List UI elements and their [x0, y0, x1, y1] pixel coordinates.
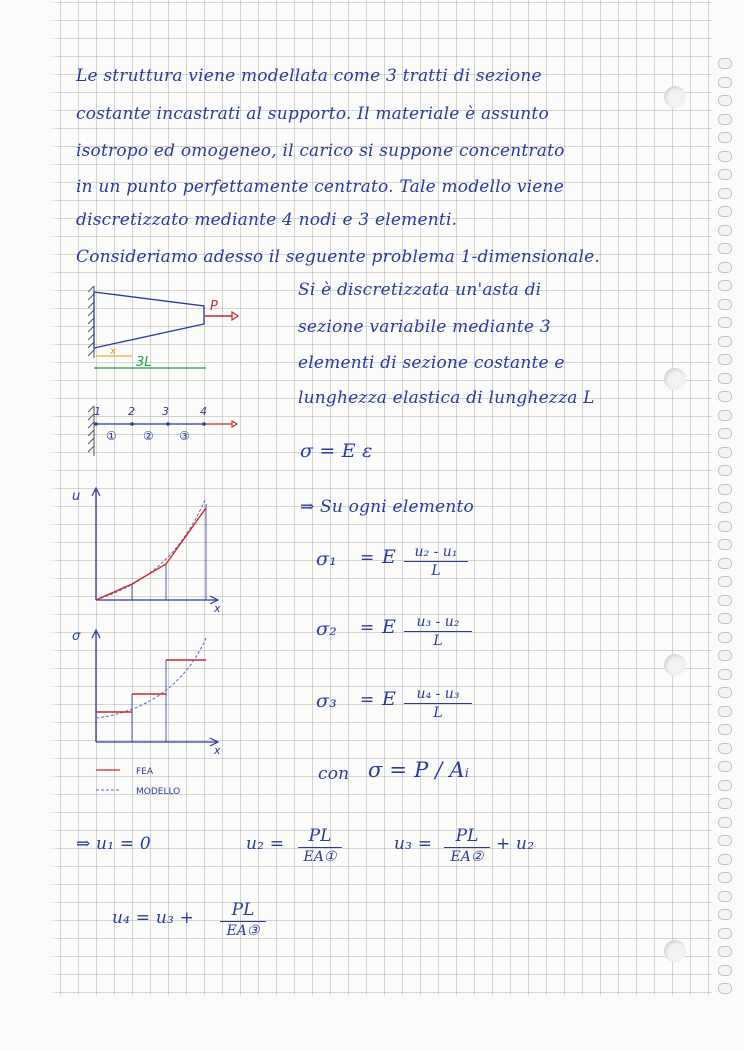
binder-ring — [718, 169, 732, 180]
binder-ring — [718, 132, 732, 143]
binder-ring — [718, 632, 732, 643]
u4-fraction — [220, 900, 266, 939]
tapered-bar — [94, 292, 204, 348]
note-line-4: in un punto perfettamente centrato. Tale modello viene — [76, 177, 564, 197]
binder-ring — [718, 539, 732, 550]
binder-ring — [718, 965, 732, 976]
sigma3-lhs: σ₃ — [316, 690, 337, 712]
bottom-margin — [0, 995, 744, 1051]
binder-ring — [718, 484, 732, 495]
binder-ring — [718, 391, 732, 402]
binder-ring — [718, 262, 732, 273]
binder-ring — [718, 225, 732, 236]
binder-ring — [718, 151, 732, 162]
u-fea-curve — [96, 508, 206, 600]
binder-ring — [718, 650, 732, 661]
formula-intro: ⇒ Su ogni elemento — [300, 497, 474, 517]
sigma1-lhs: σ₁ — [316, 548, 337, 570]
binder-ring — [718, 502, 732, 513]
binder-ring — [718, 243, 732, 254]
punch-hole — [664, 654, 686, 676]
u3-lhs: u₃ = — [394, 834, 433, 854]
tapered-bar-sketch — [86, 282, 256, 378]
element-label-3: ③ — [179, 429, 190, 443]
load-label: P — [210, 299, 218, 314]
element-label-2: ② — [143, 429, 154, 443]
binder-ring — [718, 95, 732, 106]
u2-lhs: u₂ = — [246, 834, 285, 854]
binder-ring — [718, 428, 732, 439]
sigma-x-axis-label: x — [214, 744, 221, 757]
u4-numerator: PL — [220, 900, 266, 922]
note-line-9: elementi di sezione costante e — [298, 353, 565, 373]
binder-ring — [718, 58, 732, 69]
note-line-1: Le struttura viene modellata come 3 tratti di sezione — [76, 66, 542, 86]
binder-ring — [718, 743, 732, 754]
node-label-1: 1 — [94, 405, 101, 418]
binder-ring — [718, 336, 732, 347]
binder-ring — [718, 77, 732, 88]
note-line-6: Consideriamo adesso il seguente problema 1-dimensionale. — [76, 247, 600, 267]
binder-ring — [718, 299, 732, 310]
legend-fea-label: FEA — [136, 767, 154, 777]
binder-ring — [718, 946, 732, 957]
legend-model-label: MODELLO — [136, 787, 181, 797]
binder-ring — [718, 706, 732, 717]
binder-ring — [718, 188, 732, 199]
left-margin — [0, 0, 60, 1051]
binder-ring — [718, 558, 732, 569]
binder-ring — [718, 835, 732, 846]
u3-denominator: EA② — [450, 849, 484, 865]
sigma1-numerator: u₂ - u₁ — [404, 544, 468, 562]
binder-ring — [718, 465, 732, 476]
sigma2-denominator: L — [433, 633, 443, 649]
sigma3-eq: = — [360, 690, 375, 710]
element-label-1: ① — [106, 429, 117, 443]
u2-denominator: EA① — [303, 849, 337, 865]
binder-ring — [718, 761, 732, 772]
stress-plot — [66, 624, 236, 760]
binder-ring — [718, 410, 732, 421]
length-label: 3L — [136, 355, 152, 370]
u4-denominator: EA③ — [226, 923, 260, 939]
note-line-10: lunghezza elastica di lunghezza L — [298, 388, 595, 408]
punch-hole — [664, 940, 686, 962]
punch-hole — [664, 86, 686, 108]
discretized-bar-sketch — [86, 400, 246, 460]
binder-ring — [718, 798, 732, 809]
sigma2-lhs: σ₂ — [316, 618, 337, 640]
sigma3-denominator: L — [433, 705, 443, 721]
u3-fraction — [444, 826, 490, 865]
binder-ring — [718, 206, 732, 217]
binder-ring — [718, 373, 732, 384]
note-line-8: sezione variabile mediante 3 — [298, 317, 551, 337]
sigma2-eq: = — [360, 618, 375, 638]
binder-ring — [718, 928, 732, 939]
sigma3-E: E — [382, 688, 397, 710]
sigma-definition: σ = P / Aᵢ — [368, 758, 470, 782]
binder-ring — [718, 521, 732, 532]
binder-ring — [718, 909, 732, 920]
binder-ring — [718, 280, 732, 291]
note-line-7: Si è discretizzata un'asta di — [298, 280, 542, 300]
binder-ring — [718, 613, 732, 624]
hooke-law: σ = E ε — [300, 440, 373, 462]
sigma2-E: E — [382, 616, 397, 638]
sigma3-fraction — [404, 686, 472, 721]
binder-ring — [718, 872, 732, 883]
u2-numerator: PL — [298, 826, 342, 848]
binder-ring — [718, 724, 732, 735]
sigma2-numerator: u₃ - u₂ — [404, 614, 472, 632]
node-label-3: 3 — [162, 405, 169, 418]
node-label-2: 2 — [128, 405, 135, 418]
sigma3-numerator: u₄ - u₃ — [404, 686, 472, 704]
u-axis-label: u — [72, 489, 81, 504]
sigma1-E: E — [382, 546, 397, 568]
binder-ring — [718, 687, 732, 698]
plot-legend — [94, 762, 214, 802]
load-arrowhead — [232, 312, 238, 320]
binder-ring — [718, 595, 732, 606]
fixed-support-hatch — [88, 286, 94, 358]
u1-result: ⇒ u₁ = 0 — [76, 834, 151, 854]
punch-hole — [664, 368, 686, 390]
binder-ring — [718, 780, 732, 791]
load-arrowhead-2 — [232, 421, 237, 427]
binder-ring — [718, 854, 732, 865]
sigma1-denominator: L — [431, 563, 441, 579]
sigma1-fraction — [404, 544, 468, 579]
u2-fraction — [298, 826, 342, 865]
x-dimension-label: x — [110, 346, 116, 357]
u4-lhs: u₄ = u₃ + — [112, 908, 195, 928]
binder-ring — [718, 817, 732, 828]
sigma1-eq: = — [360, 548, 375, 568]
u3-tail: + u₂ — [496, 834, 535, 854]
sigma-axis-label: σ — [72, 629, 81, 644]
u-model-curve — [96, 498, 206, 600]
con-word: con — [318, 764, 350, 784]
binder-ring — [718, 447, 732, 458]
u3-numerator: PL — [444, 826, 490, 848]
binder-ring — [718, 354, 732, 365]
binder-ring — [718, 983, 732, 994]
node-label-4: 4 — [200, 405, 207, 418]
sigma2-fraction — [404, 614, 472, 649]
u-x-axis-label: x — [214, 602, 221, 614]
note-line-3: isotropo ed omogeneo, il carico si suppone concentrato — [76, 141, 565, 161]
binder-ring — [718, 317, 732, 328]
note-line-2: costante incastrati al supporto. Il materiale è assunto — [76, 104, 549, 124]
binder-ring — [718, 576, 732, 587]
binder-ring — [718, 669, 732, 680]
binder-ring — [718, 114, 732, 125]
binder-ring — [718, 891, 732, 902]
sigma-model-curve — [96, 638, 206, 718]
displacement-plot — [66, 484, 236, 614]
note-line-5: discretizzato mediante 4 nodi e 3 elementi. — [76, 210, 458, 230]
